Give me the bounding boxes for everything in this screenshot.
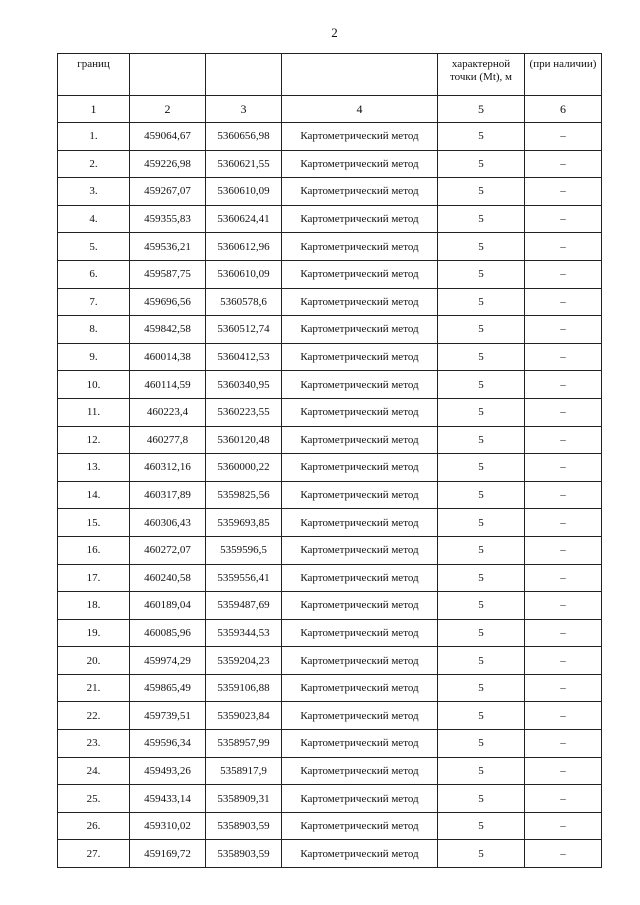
table-row [58,674,602,702]
column-number-row [58,96,602,123]
x-coordinate-cell: 459355,83 [130,205,206,233]
x-coordinate-cell: 459267,07 [130,178,206,206]
accuracy-cell: 5 [438,564,525,592]
note-cell: – [525,260,602,288]
y-coordinate-cell: 5359204,23 [206,647,282,675]
point-number-cell: 2. [58,150,130,178]
accuracy-cell: 5 [438,178,525,206]
point-number-cell: 3. [58,178,130,206]
accuracy-cell: 5 [438,233,525,261]
accuracy-cell: 5 [438,592,525,620]
table-row [58,260,602,288]
method-cell: Картометрический метод [282,316,438,344]
accuracy-cell: 5 [438,343,525,371]
accuracy-cell: 5 [438,426,525,454]
table-row [58,205,602,233]
method-cell: Картометрический метод [282,785,438,813]
method-cell: Картометрический метод [282,812,438,840]
note-cell: – [525,619,602,647]
method-cell: Картометрический метод [282,592,438,620]
x-coordinate-cell: 459587,75 [130,260,206,288]
note-cell: – [525,123,602,151]
y-coordinate-cell: 5360412,53 [206,343,282,371]
note-cell: – [525,398,602,426]
x-coordinate-cell: 459865,49 [130,674,206,702]
table-row [58,785,602,813]
method-cell: Картометрический метод [282,564,438,592]
method-cell: Картометрический метод [282,619,438,647]
point-number-cell: 20. [58,647,130,675]
method-cell: Картометрический метод [282,674,438,702]
method-cell: Картометрический метод [282,536,438,564]
accuracy-cell: 5 [438,123,525,151]
note-cell: – [525,674,602,702]
point-number-cell: 22. [58,702,130,730]
note-cell: – [525,343,602,371]
y-coordinate-cell: 5360610,09 [206,260,282,288]
point-number-cell: 26. [58,812,130,840]
accuracy-cell: 5 [438,150,525,178]
table-row [58,647,602,675]
header-cell-5: характерной точки (Mt), м [438,54,525,96]
header-cell-2 [130,54,206,96]
x-coordinate-cell: 459310,02 [130,812,206,840]
table-row [58,371,602,399]
y-coordinate-cell: 5360656,98 [206,123,282,151]
note-cell: – [525,840,602,868]
y-coordinate-cell: 5360624,41 [206,205,282,233]
table-body [58,54,602,868]
x-coordinate-cell: 460277,8 [130,426,206,454]
method-cell: Картометрический метод [282,840,438,868]
method-cell: Картометрический метод [282,647,438,675]
point-number-cell: 14. [58,481,130,509]
accuracy-cell: 5 [438,674,525,702]
accuracy-cell: 5 [438,619,525,647]
point-number-cell: 21. [58,674,130,702]
point-number-cell: 6. [58,260,130,288]
point-number-cell: 16. [58,536,130,564]
method-cell: Картометрический метод [282,150,438,178]
y-coordinate-cell: 5359344,53 [206,619,282,647]
note-cell: – [525,205,602,233]
table-row [58,150,602,178]
table-row [58,840,602,868]
accuracy-cell: 5 [438,371,525,399]
table-row [58,757,602,785]
y-coordinate-cell: 5360612,96 [206,233,282,261]
point-number-cell: 10. [58,371,130,399]
accuracy-cell: 5 [438,840,525,868]
note-cell: – [525,371,602,399]
x-coordinate-cell: 459696,56 [130,288,206,316]
note-cell: – [525,150,602,178]
header-row [58,54,602,96]
y-coordinate-cell: 5360512,74 [206,316,282,344]
point-number-cell: 11. [58,398,130,426]
accuracy-cell: 5 [438,398,525,426]
method-cell: Картометрический метод [282,757,438,785]
y-coordinate-cell: 5360223,55 [206,398,282,426]
note-cell: – [525,426,602,454]
accuracy-cell: 5 [438,536,525,564]
x-coordinate-cell: 459596,34 [130,730,206,758]
method-cell: Картометрический метод [282,371,438,399]
x-coordinate-cell: 459064,67 [130,123,206,151]
note-cell: – [525,233,602,261]
y-coordinate-cell: 5359106,88 [206,674,282,702]
accuracy-cell: 5 [438,509,525,537]
y-coordinate-cell: 5359693,85 [206,509,282,537]
x-coordinate-cell: 460014,38 [130,343,206,371]
note-cell: – [525,730,602,758]
y-coordinate-cell: 5360000,22 [206,454,282,482]
column-number-5: 5 [438,96,525,123]
y-coordinate-cell: 5359487,69 [206,592,282,620]
table-row [58,316,602,344]
method-cell: Картометрический метод [282,426,438,454]
method-cell: Картометрический метод [282,509,438,537]
y-coordinate-cell: 5360621,55 [206,150,282,178]
table-row [58,481,602,509]
point-number-cell: 12. [58,426,130,454]
x-coordinate-cell: 460306,43 [130,509,206,537]
table-row [58,509,602,537]
accuracy-cell: 5 [438,785,525,813]
x-coordinate-cell: 460114,59 [130,371,206,399]
x-coordinate-cell: 460085,96 [130,619,206,647]
method-cell: Картометрический метод [282,702,438,730]
y-coordinate-cell: 5359556,41 [206,564,282,592]
accuracy-cell: 5 [438,812,525,840]
x-coordinate-cell: 459433,14 [130,785,206,813]
accuracy-cell: 5 [438,481,525,509]
note-cell: – [525,178,602,206]
accuracy-cell: 5 [438,730,525,758]
y-coordinate-cell: 5359023,84 [206,702,282,730]
y-coordinate-cell: 5358903,59 [206,812,282,840]
point-number-cell: 8. [58,316,130,344]
y-coordinate-cell: 5359596,5 [206,536,282,564]
method-cell: Картометрический метод [282,343,438,371]
y-coordinate-cell: 5358903,59 [206,840,282,868]
table-row [58,178,602,206]
point-number-cell: 4. [58,205,130,233]
point-number-cell: 17. [58,564,130,592]
column-number-6: 6 [525,96,602,123]
note-cell: – [525,316,602,344]
x-coordinate-cell: 459493,26 [130,757,206,785]
method-cell: Картометрический метод [282,123,438,151]
table-row [58,123,602,151]
y-coordinate-cell: 5358909,31 [206,785,282,813]
point-number-cell: 24. [58,757,130,785]
point-number-cell: 27. [58,840,130,868]
method-cell: Картометрический метод [282,454,438,482]
header-cell-3 [206,54,282,96]
point-number-cell: 25. [58,785,130,813]
table-row [58,730,602,758]
point-number-cell: 19. [58,619,130,647]
accuracy-cell: 5 [438,288,525,316]
y-coordinate-cell: 5360578,6 [206,288,282,316]
accuracy-cell: 5 [438,647,525,675]
header-cell-6: (при наличии) [525,54,602,96]
table-row [58,592,602,620]
note-cell: – [525,536,602,564]
note-cell: – [525,509,602,537]
table-row [58,702,602,730]
point-number-cell: 18. [58,592,130,620]
x-coordinate-cell: 460189,04 [130,592,206,620]
column-number-2: 2 [130,96,206,123]
note-cell: – [525,785,602,813]
y-coordinate-cell: 5358917,9 [206,757,282,785]
x-coordinate-cell: 459169,72 [130,840,206,868]
table-row [58,619,602,647]
note-cell: – [525,454,602,482]
accuracy-cell: 5 [438,316,525,344]
point-number-cell: 5. [58,233,130,261]
x-coordinate-cell: 459739,51 [130,702,206,730]
y-coordinate-cell: 5359825,56 [206,481,282,509]
point-number-cell: 13. [58,454,130,482]
note-cell: – [525,757,602,785]
method-cell: Картометрический метод [282,233,438,261]
table-row [58,233,602,261]
y-coordinate-cell: 5360340,95 [206,371,282,399]
note-cell: – [525,592,602,620]
accuracy-cell: 5 [438,454,525,482]
x-coordinate-cell: 459974,29 [130,647,206,675]
accuracy-cell: 5 [438,260,525,288]
table-row [58,343,602,371]
table-row [58,426,602,454]
header-cell-1: границ [58,54,130,96]
method-cell: Картометрический метод [282,260,438,288]
note-cell: – [525,288,602,316]
table-row [58,564,602,592]
column-number-1: 1 [58,96,130,123]
x-coordinate-cell: 460223,4 [130,398,206,426]
note-cell: – [525,564,602,592]
x-coordinate-cell: 460272,07 [130,536,206,564]
y-coordinate-cell: 5358957,99 [206,730,282,758]
method-cell: Картометрический метод [282,288,438,316]
x-coordinate-cell: 460317,89 [130,481,206,509]
x-coordinate-cell: 460240,58 [130,564,206,592]
note-cell: – [525,481,602,509]
point-number-cell: 23. [58,730,130,758]
point-number-cell: 15. [58,509,130,537]
table-row [58,398,602,426]
table-row [58,454,602,482]
method-cell: Картометрический метод [282,178,438,206]
point-number-cell: 9. [58,343,130,371]
method-cell: Картометрический метод [282,398,438,426]
y-coordinate-cell: 5360120,48 [206,426,282,454]
accuracy-cell: 5 [438,757,525,785]
x-coordinate-cell: 459226,98 [130,150,206,178]
point-number-cell: 1. [58,123,130,151]
x-coordinate-cell: 460312,16 [130,454,206,482]
note-cell: – [525,812,602,840]
method-cell: Картометрический метод [282,205,438,233]
method-cell: Картометрический метод [282,730,438,758]
accuracy-cell: 5 [438,205,525,233]
x-coordinate-cell: 459536,21 [130,233,206,261]
point-number-cell: 7. [58,288,130,316]
x-coordinate-cell: 459842,58 [130,316,206,344]
column-number-3: 3 [206,96,282,123]
page-number: 2 [331,25,338,40]
y-coordinate-cell: 5360610,09 [206,178,282,206]
coordinates-table [57,53,602,868]
header-cell-4 [282,54,438,96]
method-cell: Картометрический метод [282,481,438,509]
table-row [58,288,602,316]
note-cell: – [525,647,602,675]
note-cell: – [525,702,602,730]
table-row [58,812,602,840]
column-number-4: 4 [282,96,438,123]
table-row [58,536,602,564]
accuracy-cell: 5 [438,702,525,730]
